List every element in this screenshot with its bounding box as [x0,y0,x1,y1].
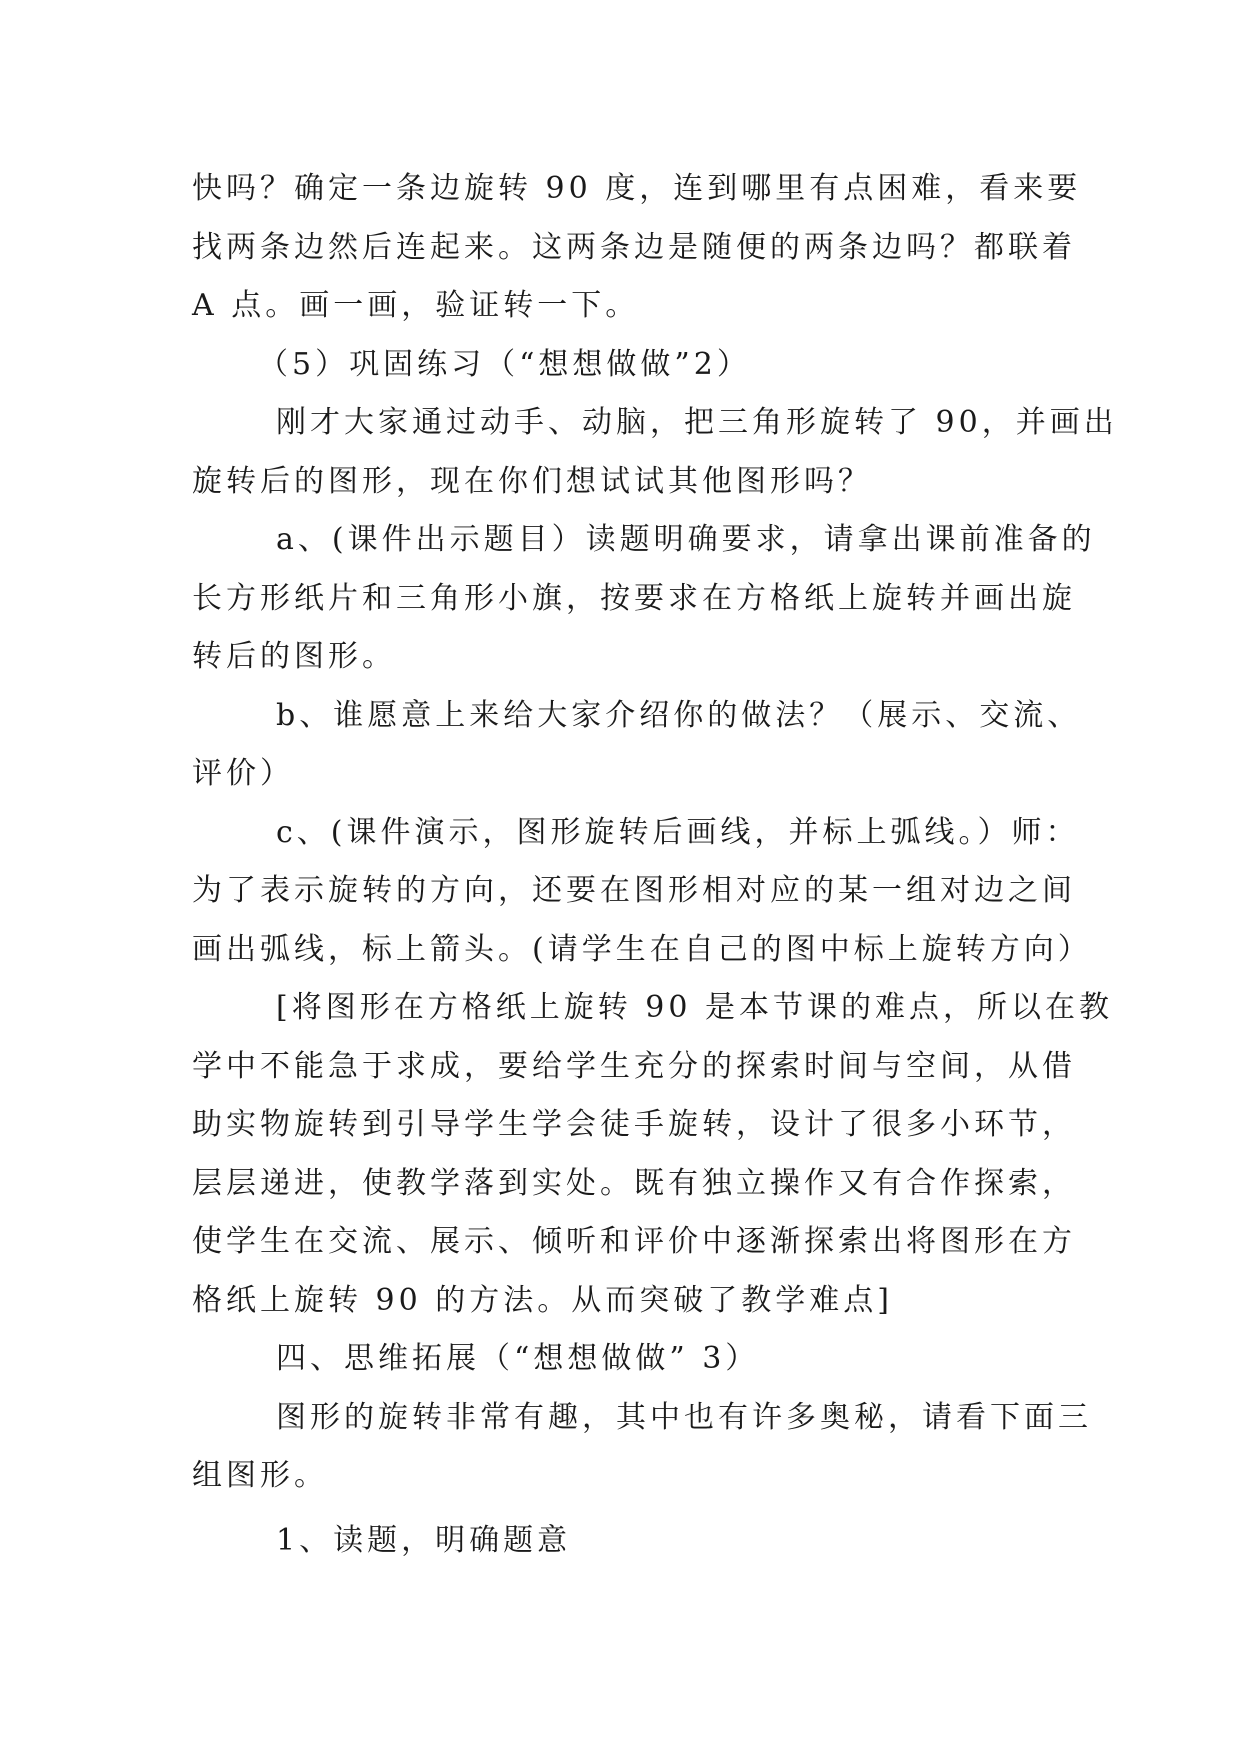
paragraph-line: 组图形。 [192,1458,328,1493]
paragraph-line: 学中不能急于求成，要给学生充分的探索时间与空间，从借 [192,1048,1076,1084]
paragraph-line: 评价） [192,756,294,791]
paragraph-line: c、(课件演示，图形旋转后画线，并标上弧线。）师： [276,814,1080,850]
paragraph-line: 找两条边然后连起来。这两条边是随便的两条边吗？都联着 [192,229,1076,265]
paragraph-line: 1、读题，明确题意 [276,1522,572,1558]
paragraph-line: 转后的图形。 [192,639,396,674]
paragraph-line: [将图形在方格纸上旋转 90 是本节课的难点，所以在教 [276,990,1113,1025]
paragraph-line: 旋转后的图形，现在你们想试试其他图形吗？ [192,463,872,499]
paragraph-line: 助实物旋转到引导学生学会徒手旋转，设计了很多小环节， [192,1107,1076,1142]
paragraph-line: b、谁愿意上来给大家介绍你的做法？（展示、交流、 [276,697,1082,733]
paragraph-line: a、(课件出示题目）读题明确要求，请拿出课前准备的 [276,522,1096,557]
section-heading: 四、思维拓展（“想想做做” 3） [276,1341,760,1376]
paragraph-line: A 点。画一画，验证转一下。 [192,288,640,323]
paragraph-line: 图形的旋转非常有趣，其中也有许多奥秘，请看下面三 [276,1399,1092,1435]
paragraph-line: 为了表示旋转的方向，还要在图形相对应的某一组对边之间 [192,873,1076,908]
paragraph-line: 刚才大家通过动手、动脑，把三角形旋转了 90，并画出 [276,405,1118,440]
paragraph-line: 使学生在交流、展示、倾听和评价中逐渐探索出将图形在方 [192,1224,1076,1259]
paragraph-line: 格纸上旋转 90 的方法。从而突破了教学难点] [192,1282,893,1318]
section-heading: （5）巩固练习（“想想做做”2） [258,346,751,382]
paragraph-line: 画出弧线，标上箭头。(请学生在自己的图中标上旋转方向） [192,931,1092,967]
paragraph-line: 层层递进，使教学落到实处。既有独立操作又有合作探索， [192,1165,1076,1201]
document-body [192,160,1118,1570]
paragraph-line: 快吗？确定一条边旋转 90 度，连到哪里有点困难，看来要 [192,171,1082,206]
paragraph-line: 长方形纸片和三角形小旗，按要求在方格纸上旋转并画出旋 [192,580,1076,616]
